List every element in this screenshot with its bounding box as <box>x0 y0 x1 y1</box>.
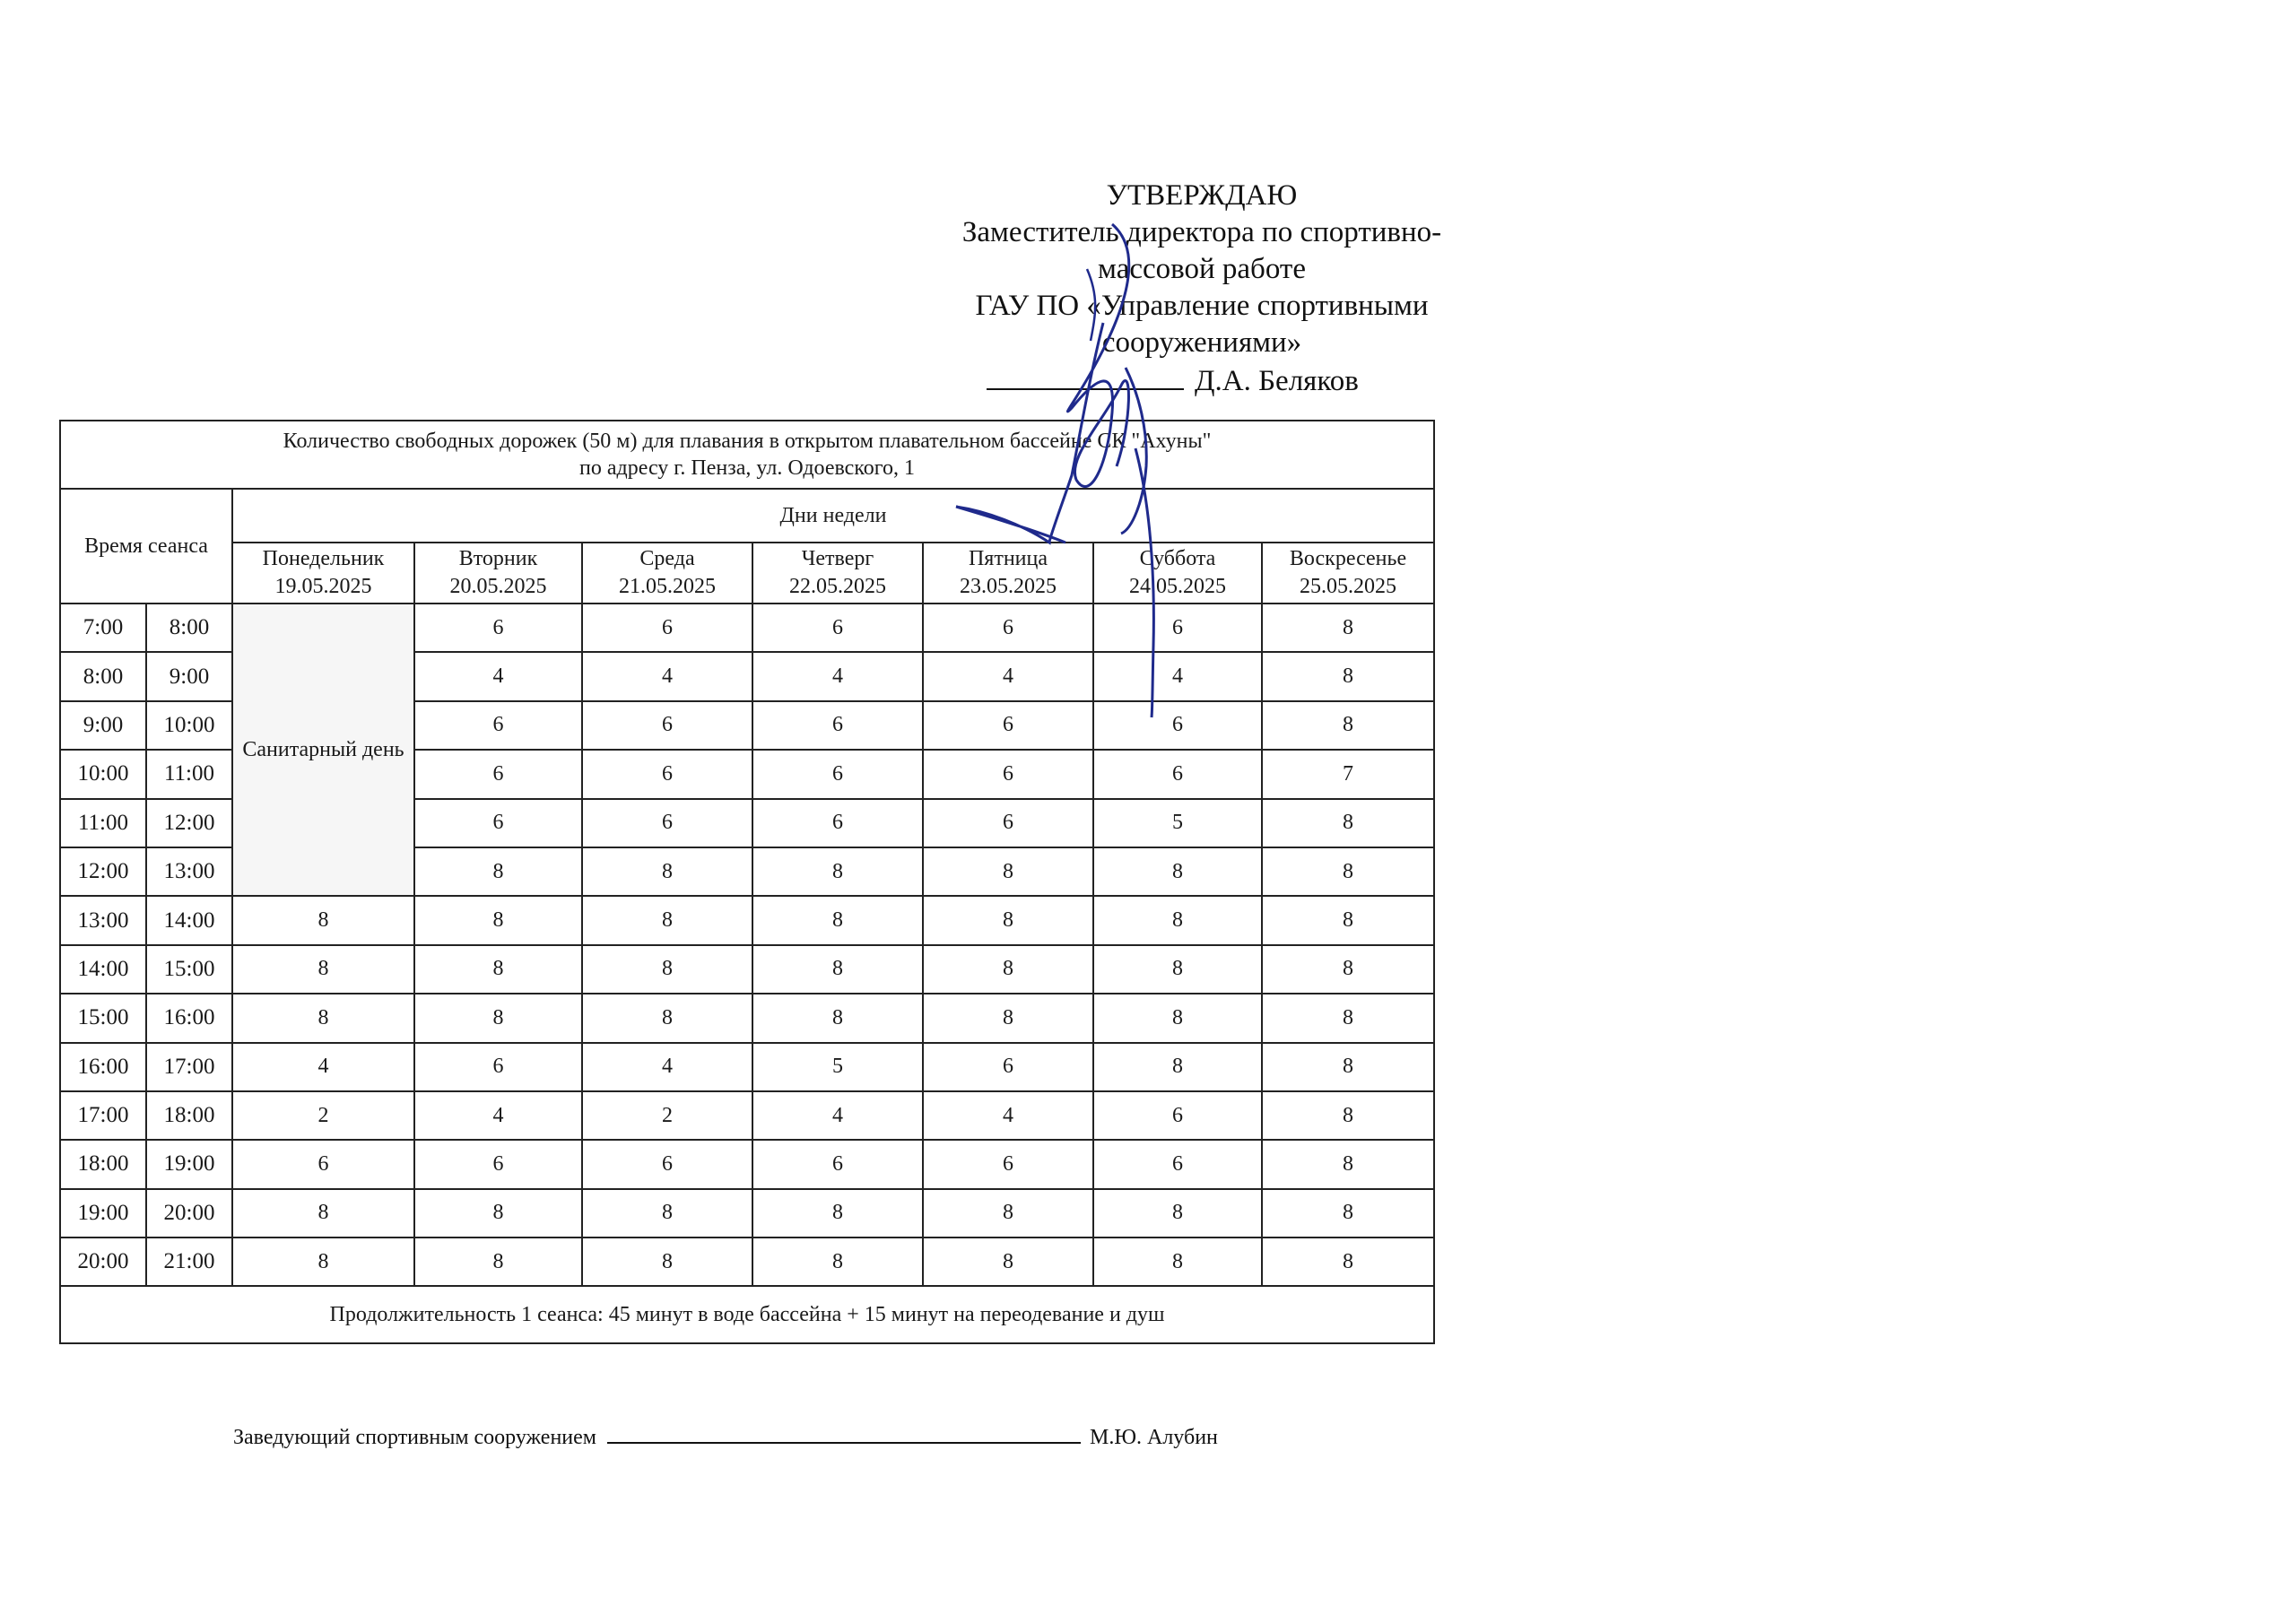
free-lanes-cell: 6 <box>582 799 752 847</box>
approval-position-line1: Заместитель директора по спортивно- <box>961 216 1442 248</box>
session-end: 16:00 <box>146 994 232 1042</box>
signature-blank <box>987 361 1184 390</box>
schedule-rows <box>60 604 1434 1286</box>
free-lanes-cell: 8 <box>752 1189 923 1238</box>
free-lanes-cell: 4 <box>582 652 752 700</box>
free-lanes-cell: 8 <box>1262 1043 1434 1091</box>
session-end: 13:00 <box>146 847 232 896</box>
free-lanes-cell: 4 <box>923 652 1093 700</box>
day-column-header <box>582 543 752 604</box>
free-lanes-cell: 8 <box>1093 896 1262 944</box>
day-name: Четверг <box>801 547 874 570</box>
free-lanes-cell: 8 <box>232 994 414 1042</box>
free-lanes-cell: 6 <box>414 1140 582 1188</box>
session-start: 20:00 <box>60 1238 146 1286</box>
free-lanes-cell: 8 <box>1262 701 1434 750</box>
approval-heading: УТВЕРЖДАЮ <box>1106 179 1298 212</box>
session-start: 9:00 <box>60 701 146 750</box>
table-row <box>60 994 1434 1042</box>
table-row <box>60 1091 1434 1140</box>
free-lanes-cell: 6 <box>923 799 1093 847</box>
session-end: 8:00 <box>146 604 232 652</box>
free-lanes-cell: 6 <box>1093 750 1262 798</box>
session-start: 14:00 <box>60 945 146 994</box>
day-date: 25.05.2025 <box>1300 575 1397 598</box>
free-lanes-cell: 8 <box>582 1238 752 1286</box>
table-row <box>60 1189 1434 1238</box>
free-lanes-cell: 8 <box>923 847 1093 896</box>
free-lanes-cell: 8 <box>752 847 923 896</box>
approval-block <box>915 178 1489 400</box>
session-end: 14:00 <box>146 896 232 944</box>
table-row <box>60 1140 1434 1188</box>
free-lanes-cell: 6 <box>582 701 752 750</box>
table-title-line1: Количество свободных дорожек (50 м) для плавания в открытом плавательном бассейне СК "Ахуны" <box>283 430 1212 453</box>
free-lanes-cell: 8 <box>923 945 1093 994</box>
day-date: 21.05.2025 <box>619 575 716 598</box>
free-lanes-cell: 8 <box>752 896 923 944</box>
day-date: 23.05.2025 <box>960 575 1057 598</box>
table-title-row <box>60 421 1434 489</box>
table-title-line2: по адресу г. Пенза, ул. Одоевского, 1 <box>579 456 916 480</box>
signoff-blank <box>607 1422 1081 1444</box>
table-title <box>60 421 1434 489</box>
lanes-schedule-table <box>59 420 1435 1344</box>
free-lanes-cell: 6 <box>1093 604 1262 652</box>
free-lanes-cell: 8 <box>923 994 1093 1042</box>
table-row <box>60 604 1434 652</box>
day-column-header <box>752 543 923 604</box>
table-row <box>60 1238 1434 1286</box>
time-header: Время сеанса <box>60 489 232 604</box>
free-lanes-cell: 8 <box>1262 896 1434 944</box>
free-lanes-cell: 8 <box>1262 1140 1434 1188</box>
session-start: 13:00 <box>60 896 146 944</box>
day-column-header <box>1262 543 1434 604</box>
free-lanes-cell: 8 <box>923 896 1093 944</box>
free-lanes-cell: 8 <box>1262 1189 1434 1238</box>
free-lanes-cell: 4 <box>414 1091 582 1140</box>
free-lanes-cell: 6 <box>414 799 582 847</box>
free-lanes-cell: 4 <box>752 1091 923 1140</box>
session-end: 10:00 <box>146 701 232 750</box>
free-lanes-cell: 6 <box>582 1140 752 1188</box>
session-end: 19:00 <box>146 1140 232 1188</box>
free-lanes-cell: 5 <box>752 1043 923 1091</box>
free-lanes-cell: 6 <box>1093 1140 1262 1188</box>
day-column-header <box>923 543 1093 604</box>
session-start: 16:00 <box>60 1043 146 1091</box>
free-lanes-cell: 6 <box>414 604 582 652</box>
session-start: 18:00 <box>60 1140 146 1188</box>
day-column-header <box>232 543 414 604</box>
day-date: 19.05.2025 <box>274 575 372 598</box>
free-lanes-cell: 8 <box>414 1189 582 1238</box>
free-lanes-cell: 8 <box>414 994 582 1042</box>
approval-signature-line <box>915 361 1489 400</box>
approval-org-line1: ГАУ ПО «Управление спортивными <box>975 290 1429 322</box>
sanitary-day-cell: Санитарный день <box>232 604 414 896</box>
free-lanes-cell: 8 <box>1262 1091 1434 1140</box>
free-lanes-cell: 6 <box>582 750 752 798</box>
free-lanes-cell: 8 <box>232 945 414 994</box>
free-lanes-cell: 2 <box>582 1091 752 1140</box>
free-lanes-cell: 8 <box>1262 994 1434 1042</box>
session-end: 12:00 <box>146 799 232 847</box>
session-duration-note: Продолжительность 1 сеанса: 45 минут в воде бассейна + 15 минут на переодевание и душ <box>60 1286 1434 1343</box>
day-name: Воскресенье <box>1289 547 1407 570</box>
free-lanes-cell: 8 <box>582 945 752 994</box>
free-lanes-cell: 4 <box>1093 652 1262 700</box>
session-start: 7:00 <box>60 604 146 652</box>
free-lanes-cell: 8 <box>1262 945 1434 994</box>
day-date: 24.05.2025 <box>1129 575 1226 598</box>
day-date: 20.05.2025 <box>449 575 547 598</box>
free-lanes-cell: 8 <box>582 994 752 1042</box>
session-end: 11:00 <box>146 750 232 798</box>
day-column-header <box>414 543 582 604</box>
free-lanes-cell: 8 <box>232 1238 414 1286</box>
free-lanes-cell: 5 <box>1093 799 1262 847</box>
day-name: Суббота <box>1139 547 1216 570</box>
free-lanes-cell: 8 <box>1262 847 1434 896</box>
free-lanes-cell: 8 <box>582 896 752 944</box>
free-lanes-cell: 8 <box>582 847 752 896</box>
approval-position-line2: массовой работе <box>1098 253 1306 285</box>
session-end: 18:00 <box>146 1091 232 1140</box>
free-lanes-cell: 8 <box>414 1238 582 1286</box>
session-end: 17:00 <box>146 1043 232 1091</box>
free-lanes-cell: 8 <box>582 1189 752 1238</box>
free-lanes-cell: 6 <box>582 604 752 652</box>
free-lanes-cell: 8 <box>232 1189 414 1238</box>
free-lanes-cell: 8 <box>414 896 582 944</box>
free-lanes-cell: 8 <box>923 1238 1093 1286</box>
approval-org-line2: сооружениями» <box>1101 326 1302 359</box>
free-lanes-cell: 6 <box>752 701 923 750</box>
footer-row <box>60 1286 1434 1343</box>
free-lanes-cell: 6 <box>232 1140 414 1188</box>
session-start: 11:00 <box>60 799 146 847</box>
free-lanes-cell: 6 <box>923 1043 1093 1091</box>
free-lanes-cell: 6 <box>923 750 1093 798</box>
free-lanes-cell: 6 <box>752 604 923 652</box>
free-lanes-cell: 4 <box>752 652 923 700</box>
free-lanes-cell: 6 <box>923 604 1093 652</box>
free-lanes-cell: 6 <box>414 1043 582 1091</box>
day-name: Понедельник <box>262 547 385 570</box>
table-row <box>60 945 1434 994</box>
days-header-row <box>60 489 1434 543</box>
signoff-position: Заведующий спортивным сооружением <box>233 1426 596 1449</box>
free-lanes-cell: 4 <box>582 1043 752 1091</box>
free-lanes-cell: 6 <box>752 750 923 798</box>
free-lanes-cell: 7 <box>1262 750 1434 798</box>
signoff-name: М.Ю. Алубин <box>1089 1426 1218 1449</box>
free-lanes-cell: 8 <box>1262 1238 1434 1286</box>
session-start: 12:00 <box>60 847 146 896</box>
day-name: Среда <box>639 547 695 570</box>
session-start: 15:00 <box>60 994 146 1042</box>
free-lanes-cell: 6 <box>414 750 582 798</box>
free-lanes-cell: 8 <box>752 994 923 1042</box>
free-lanes-cell: 8 <box>923 1189 1093 1238</box>
free-lanes-cell: 8 <box>752 1238 923 1286</box>
free-lanes-cell: 8 <box>1262 604 1434 652</box>
approval-signer: Д.А. Беляков <box>1195 365 1359 397</box>
free-lanes-cell: 8 <box>1093 994 1262 1042</box>
session-start: 17:00 <box>60 1091 146 1140</box>
free-lanes-cell: 8 <box>1093 847 1262 896</box>
free-lanes-cell: 8 <box>414 945 582 994</box>
free-lanes-cell: 8 <box>752 945 923 994</box>
free-lanes-cell: 6 <box>752 799 923 847</box>
free-lanes-cell: 4 <box>414 652 582 700</box>
session-end: 21:00 <box>146 1238 232 1286</box>
free-lanes-cell: 6 <box>923 701 1093 750</box>
free-lanes-cell: 6 <box>923 1140 1093 1188</box>
free-lanes-cell: 8 <box>1262 799 1434 847</box>
free-lanes-cell: 6 <box>414 701 582 750</box>
day-columns-row <box>60 543 1434 604</box>
free-lanes-cell: 8 <box>1093 945 1262 994</box>
free-lanes-cell: 8 <box>232 896 414 944</box>
free-lanes-cell: 4 <box>232 1043 414 1091</box>
days-header: Дни недели <box>232 489 1434 543</box>
signoff-line <box>233 1422 1309 1450</box>
session-start: 10:00 <box>60 750 146 798</box>
day-name: Пятница <box>968 547 1048 570</box>
free-lanes-cell: 8 <box>1093 1238 1262 1286</box>
free-lanes-cell: 8 <box>414 847 582 896</box>
free-lanes-cell: 6 <box>752 1140 923 1188</box>
session-end: 9:00 <box>146 652 232 700</box>
day-column-header <box>1093 543 1262 604</box>
free-lanes-cell: 8 <box>1262 652 1434 700</box>
free-lanes-cell: 6 <box>1093 1091 1262 1140</box>
day-name: Вторник <box>458 547 538 570</box>
day-date: 22.05.2025 <box>789 575 886 598</box>
table-row <box>60 1043 1434 1091</box>
free-lanes-cell: 8 <box>1093 1189 1262 1238</box>
free-lanes-cell: 6 <box>1093 701 1262 750</box>
free-lanes-cell: 4 <box>923 1091 1093 1140</box>
session-end: 15:00 <box>146 945 232 994</box>
free-lanes-cell: 8 <box>1093 1043 1262 1091</box>
table-row <box>60 896 1434 944</box>
session-end: 20:00 <box>146 1189 232 1238</box>
session-start: 19:00 <box>60 1189 146 1238</box>
free-lanes-cell: 2 <box>232 1091 414 1140</box>
session-start: 8:00 <box>60 652 146 700</box>
